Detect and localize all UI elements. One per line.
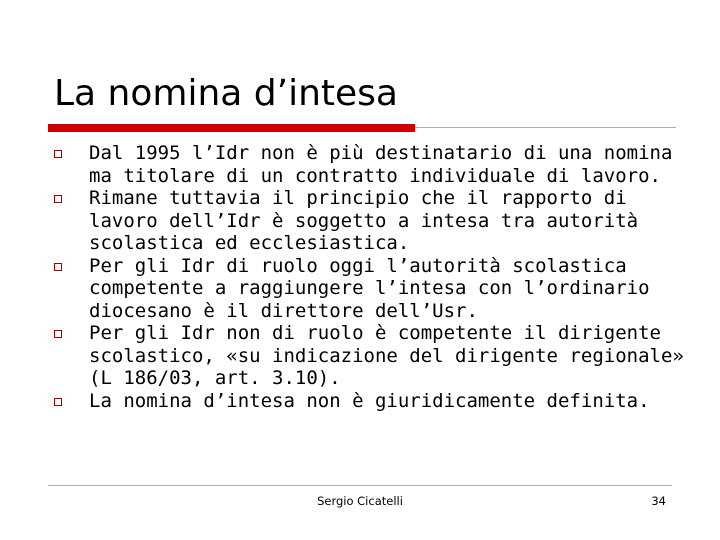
bullet-text: Rimane tuttavia il principio che il rapporto di lavoro dell’Idr è soggetto a intesa tra autorità scolastica ed ecclesiastica. — [89, 187, 639, 254]
hollow-square-icon — [54, 150, 62, 158]
bullet-item — [54, 187, 684, 255]
title-accent-bar — [48, 124, 415, 132]
bullet-text: Dal 1995 l’Idr non è più destinatario di una nomina ma titolare di un contratto individuale di lavoro. — [89, 142, 673, 187]
page-number: 34 — [651, 494, 666, 508]
bullet-text: Per gli Idr non di ruolo è competente il dirigente scolastico, «su indicazione del dirigente regionale» (L 186/03, art. 3.10). — [89, 322, 684, 389]
bullet-item — [54, 255, 684, 323]
footer-author: Sergio Cicatelli — [317, 494, 403, 508]
bullet-text: Per gli Idr di ruolo oggi l’autorità scolastica competente a raggiungere l’intesa con l’ordinario diocesano è il direttore dell’Usr. — [89, 254, 650, 322]
bullet-item — [54, 142, 684, 187]
hollow-square-icon — [54, 398, 62, 406]
title-divider-line — [415, 127, 676, 128]
slide-title: La nomina d’intesa — [54, 73, 398, 114]
bullet-list — [54, 142, 684, 412]
footer-divider-line — [48, 485, 672, 486]
bullet-item — [54, 322, 684, 390]
bullet-item — [54, 390, 684, 413]
hollow-square-icon — [54, 195, 62, 203]
bullet-text: La nomina d’intesa non è giuridicamente definita. — [89, 389, 650, 412]
hollow-square-icon — [54, 330, 62, 338]
hollow-square-icon — [54, 263, 62, 271]
